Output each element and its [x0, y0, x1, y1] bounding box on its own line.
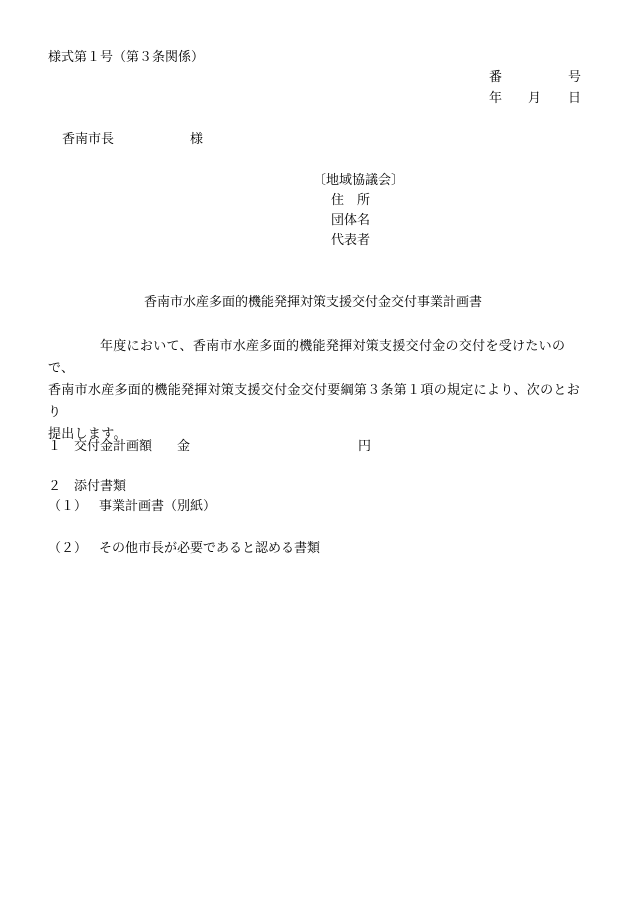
body-line-2: 香南市水産多面的機能発揮対策支援交付金交付要綱第３条第１項の規定により、次のとおり: [48, 383, 581, 420]
date-month: 月: [528, 91, 542, 106]
body-line-3: 提出します。: [48, 427, 127, 442]
item1-prefix: 金: [177, 439, 191, 454]
item1-unit: 円: [358, 439, 372, 454]
applicant-rep-label: 代表者: [331, 233, 371, 248]
body-line-1: 年度において、香南市水産多面的機能発揮対策支援交付金の交付を受けたいので、: [48, 339, 566, 376]
doc-number-ban: 番: [489, 70, 503, 85]
sub1-number: （１）: [48, 499, 88, 514]
sub2-label: その他市長が必要であると認める書類: [99, 541, 321, 556]
item2-number: ２: [48, 479, 62, 494]
doc-number-go: 号: [568, 70, 582, 85]
date-year: 年: [489, 91, 503, 106]
sub1-label: 事業計画書（別紙）: [99, 499, 217, 514]
form-number: 様式第１号（第３条関係）: [48, 50, 205, 65]
date-day: 日: [568, 91, 582, 106]
item2-label: 添付書類: [74, 479, 127, 494]
document-title: 香南市水産多面的機能発揮対策支援交付金交付事業計画書: [144, 295, 483, 310]
applicant-address-label: 住 所: [331, 193, 371, 208]
item1-label: 交付金計画額: [74, 439, 153, 454]
addressee-name: 香南市長: [62, 132, 115, 147]
addressee-honorific: 様: [190, 132, 204, 147]
applicant-group-label: 団体名: [331, 213, 371, 228]
item1-number: １: [48, 439, 62, 454]
body-paragraph: [48, 336, 588, 446]
applicant-org-type: 〔地域協議会〕: [313, 173, 405, 188]
sub2-number: （２）: [48, 541, 88, 556]
